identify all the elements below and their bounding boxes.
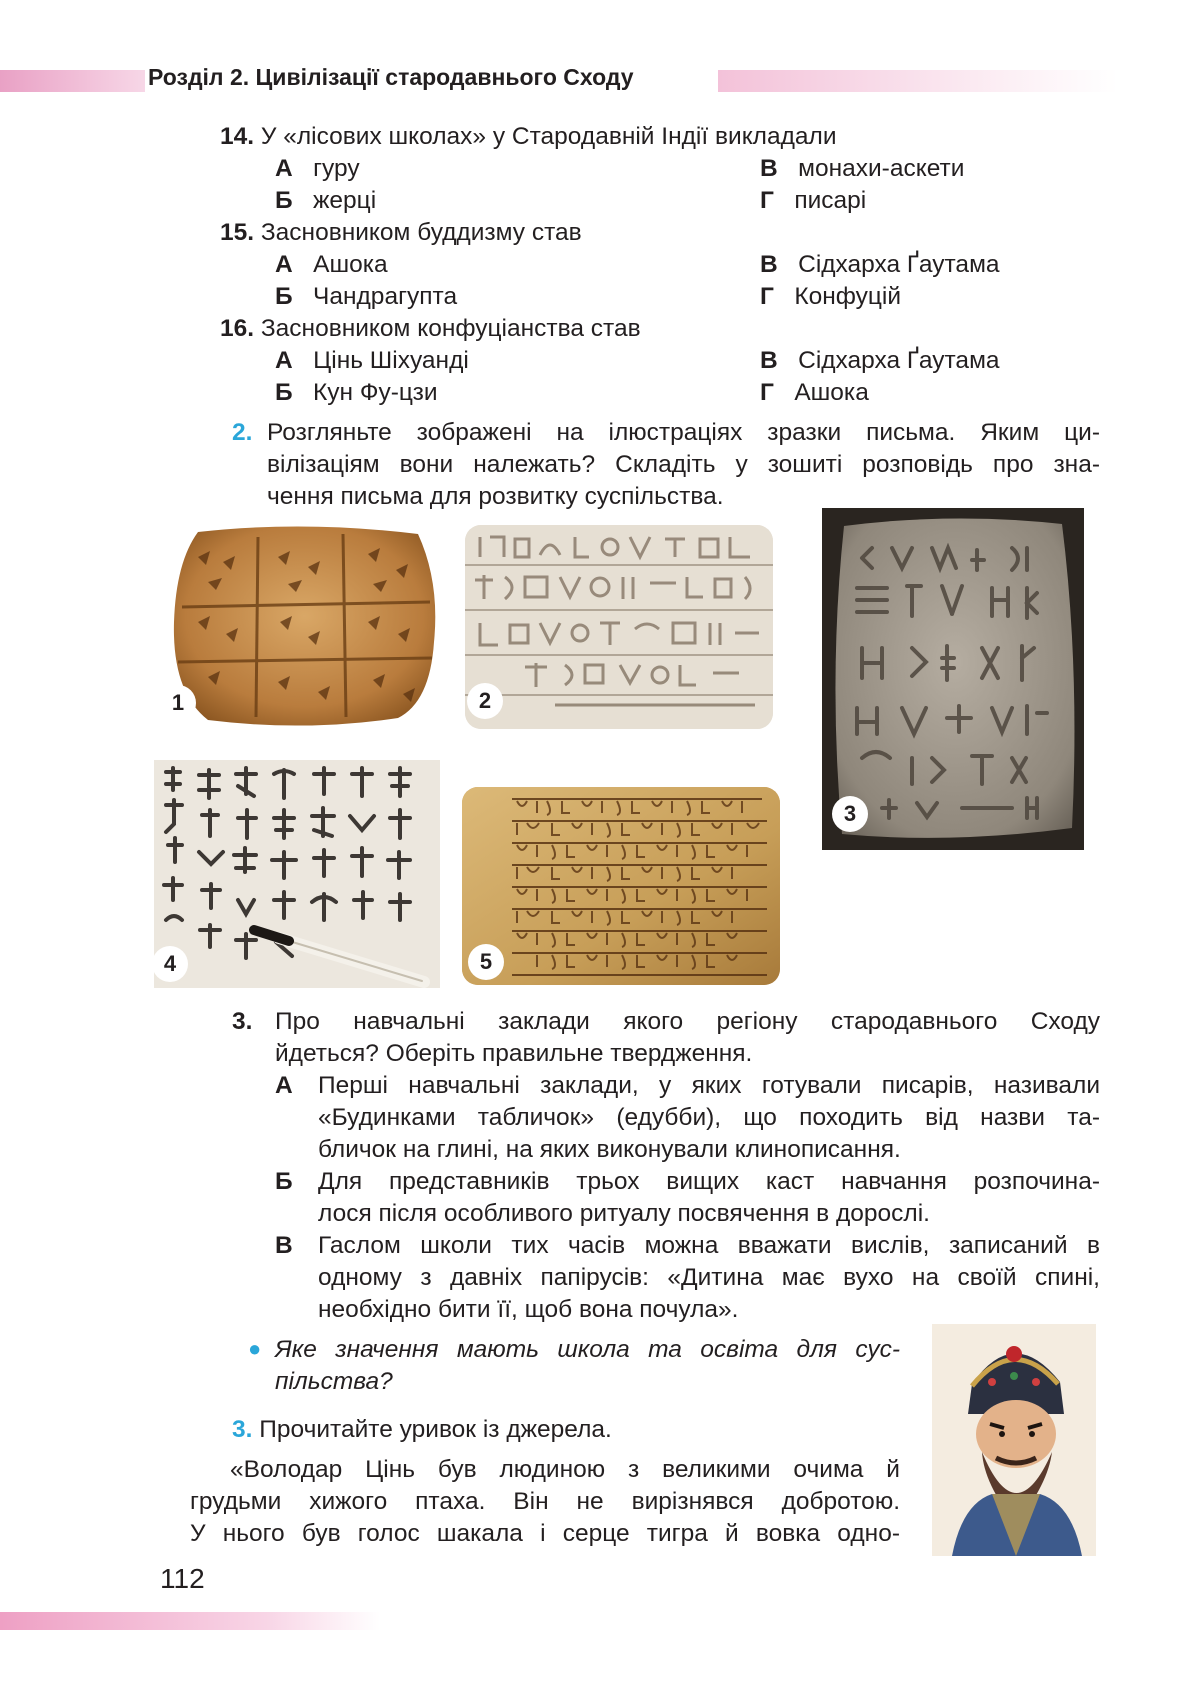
- option-v: [760, 153, 964, 185]
- option-v: [760, 249, 1000, 281]
- option-text: Ашока: [313, 251, 388, 278]
- option-text: Сідхарха Ґаутама: [798, 251, 1000, 278]
- option-text: гуру: [313, 155, 360, 182]
- option-line: Гаслом школи тих часів можна вважати вислів, записаний в: [318, 1232, 1100, 1259]
- task-3-number: [232, 1006, 252, 1038]
- option-line: Для представників трьох вищих каст навчання розпочина-: [318, 1168, 1100, 1195]
- option-letter: Б: [275, 187, 293, 214]
- option-letter: В: [760, 155, 778, 182]
- option-line: «Будинками табличок» (едубби), що походить від назви та-: [318, 1104, 1100, 1131]
- question-number: 16.: [220, 315, 255, 342]
- question-16: [220, 313, 641, 345]
- image-label: 5: [468, 944, 504, 980]
- task-3-line: йдеться? Оберіть правильне твердження.: [275, 1040, 753, 1067]
- option-letter: А: [275, 347, 293, 374]
- option-text: Сідхарха Ґаутама: [798, 347, 1000, 374]
- option-a: [275, 153, 360, 185]
- inscribed-stone-tablet-icon: [822, 508, 1084, 850]
- footer-band: [0, 1612, 380, 1630]
- bullet-icon: ●: [248, 1336, 262, 1361]
- option-letter: Б: [275, 1168, 293, 1195]
- option-g: [760, 185, 866, 217]
- option-letter: В: [760, 251, 778, 278]
- option-letter: Б: [275, 283, 293, 310]
- option-letter: В: [275, 1232, 293, 1259]
- task-2-number: [232, 417, 252, 449]
- question-14: [220, 121, 837, 153]
- option-letter: Г: [760, 283, 774, 310]
- task-number: 3.: [232, 1416, 253, 1443]
- question-15: [220, 217, 582, 249]
- header-band-right: [718, 70, 1118, 92]
- option-a: [275, 345, 469, 377]
- option-line: Перші навчальні заклади, у яких готували писарів, називали: [318, 1072, 1100, 1099]
- quote-line: «Володар Цінь був людиною з великими очима й: [230, 1456, 900, 1483]
- quote-line: грудьми хижого птаха. Він не вирізнявся добротою.: [190, 1488, 900, 1515]
- option-letter: А: [275, 155, 293, 182]
- task-text: Прочитайте уривок із джерела.: [259, 1416, 612, 1443]
- option-v: [760, 345, 1000, 377]
- question-text: Засновником конфуціанства став: [260, 315, 641, 342]
- chinese-calligraphy-brush-icon: [154, 760, 440, 988]
- egyptian-hieroglyph-stone-icon: [465, 525, 773, 729]
- task-2-line: Розгляньте зображені на ілюстраціях зразки письма. Яким ци-: [267, 419, 1100, 446]
- option-letter: В: [760, 347, 778, 374]
- option-text: Кун Фу-цзи: [313, 379, 438, 406]
- question-text: Засновником буддизму став: [260, 219, 582, 246]
- option-text: Цінь Шіхуанді: [313, 347, 469, 374]
- task-2-line: чення письма для розвитку суспільства.: [267, 483, 724, 510]
- option-letter: А: [275, 1072, 293, 1099]
- question-text: У «лісових школах» у Стародавній Індії викладали: [260, 123, 837, 150]
- task-number: 2.: [232, 419, 253, 446]
- image-label: 1: [160, 685, 196, 721]
- option-g: [760, 281, 901, 313]
- option-g: [760, 377, 869, 409]
- option-line: бличок на глині, на яких виконували клинописання.: [318, 1136, 901, 1163]
- option-line: одному з давніх папірусів: «Дитина має вухо на своїй спині,: [318, 1264, 1100, 1291]
- task-3b: [232, 1414, 612, 1446]
- option-line: необхідно бити її, щоб вона почула».: [318, 1296, 739, 1323]
- option-letter: А: [275, 251, 293, 278]
- task-2-line: вілізаціям вони належать? Складіть у зошиті розповідь про зна-: [267, 451, 1100, 478]
- header-band-left: [0, 70, 145, 92]
- option-text: писарі: [794, 187, 867, 214]
- option-letter: Г: [760, 187, 774, 214]
- image-label: 2: [467, 683, 503, 719]
- emperor-qin-portrait-icon: [932, 1324, 1096, 1556]
- bullet-question-line: Яке значення мають школа та освіта для сус-: [275, 1336, 900, 1363]
- option-text: Чандрагупта: [313, 283, 458, 310]
- sanskrit-manuscript-icon: [462, 787, 780, 985]
- option-line: лося після особливого ритуалу посвячення в дорослі.: [318, 1200, 930, 1227]
- option-text: Ашока: [794, 379, 869, 406]
- option-a: [275, 249, 388, 281]
- question-number: 15.: [220, 219, 255, 246]
- task-3-line: Про навчальні заклади якого регіону стародавнього Сходу: [275, 1008, 1100, 1035]
- cuneiform-clay-tablet-icon: [168, 522, 440, 727]
- image-label: 4: [152, 946, 188, 982]
- option-b: [275, 377, 438, 409]
- task-number: 3.: [232, 1008, 253, 1035]
- option-b: [275, 185, 376, 217]
- bullet-question-line: пільства?: [275, 1368, 393, 1395]
- option-letter: Б: [275, 379, 293, 406]
- quote-line: У нього був голос шакала і серце тигра й вовка одно-: [190, 1520, 900, 1547]
- option-text: Конфуцій: [794, 283, 902, 310]
- option-text: жерці: [313, 187, 377, 214]
- question-number: 14.: [220, 123, 255, 150]
- option-letter: Г: [760, 379, 774, 406]
- image-label: 3: [832, 796, 868, 832]
- option-text: монахи-аскети: [798, 155, 965, 182]
- page-number: 112: [160, 1563, 205, 1594]
- section-title: Розділ 2. Цивілізації стародавнього Сходу: [148, 64, 634, 90]
- option-b: [275, 281, 457, 313]
